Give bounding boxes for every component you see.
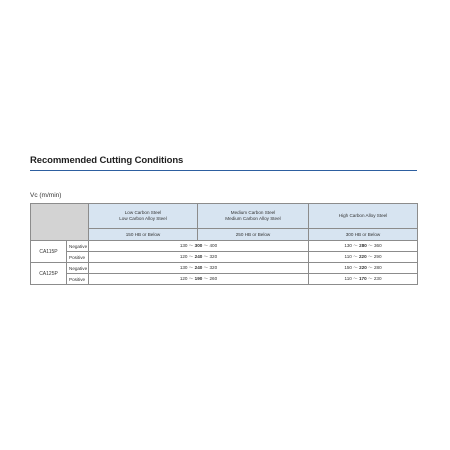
speed-range-high xyxy=(309,241,418,252)
speed-range-low-medium xyxy=(89,241,309,252)
column-header-low-carbon xyxy=(89,204,198,229)
speed-min: 110 xyxy=(344,276,352,281)
speed-range-high xyxy=(309,274,418,285)
table-row xyxy=(31,241,418,252)
hardness-high-carbon: 300 HB or Below xyxy=(309,229,418,241)
speed-max: 230 xyxy=(373,276,382,281)
speed-recommended: 240 xyxy=(194,265,203,270)
cutting-conditions-table xyxy=(30,203,418,285)
speed-range-low-medium xyxy=(89,274,309,285)
table-row xyxy=(31,252,418,263)
speed-recommended: 190 xyxy=(194,276,203,281)
speed-recommended: 300 xyxy=(194,243,203,248)
speed-min: 120 xyxy=(179,254,188,259)
range-separator: ～ xyxy=(188,254,194,259)
range-separator: ～ xyxy=(203,243,209,248)
speed-recommended: 240 xyxy=(194,254,203,259)
range-separator: ～ xyxy=(367,276,373,281)
column-header-line: Low Carbon Alloy Steel xyxy=(119,216,167,221)
column-header-line: Medium Carbon Steel xyxy=(230,209,276,215)
table-row xyxy=(31,274,418,285)
range-separator: ～ xyxy=(188,276,194,281)
speed-max: 280 xyxy=(374,265,382,270)
hardness-medium-carbon: 250 HB or Below xyxy=(198,229,309,241)
range-separator: ～ xyxy=(353,265,358,270)
speed-recommended: 220 xyxy=(359,265,367,270)
column-header-line: Low Carbon Steel xyxy=(124,209,162,215)
row-type-label: Positive xyxy=(67,274,89,285)
row-type-label: Negative xyxy=(67,263,89,274)
column-header-high-carbon xyxy=(309,204,418,229)
section-title: Recommended Cutting Conditions xyxy=(30,155,184,166)
speed-max: 360 xyxy=(374,243,382,248)
speed-range-low-medium xyxy=(89,252,309,263)
speed-max: 320 xyxy=(209,254,218,259)
speed-recommended: 220 xyxy=(358,254,367,259)
range-separator: ～ xyxy=(367,254,373,259)
speed-recommended: 170 xyxy=(358,276,367,281)
speed-max: 320 xyxy=(209,265,218,270)
speed-min: 130 xyxy=(179,265,188,270)
grade-label: CA125P xyxy=(31,263,67,285)
range-separator: ～ xyxy=(188,265,194,270)
speed-max: 260 xyxy=(209,276,218,281)
speed-recommended: 280 xyxy=(359,243,367,248)
speed-max: 400 xyxy=(209,243,218,248)
table-row xyxy=(31,263,418,274)
range-separator: ～ xyxy=(203,276,209,281)
range-separator: ～ xyxy=(188,243,194,248)
range-separator: ～ xyxy=(203,254,209,259)
range-separator: ～ xyxy=(368,243,373,248)
vc-unit-label: Vc (m/min) xyxy=(30,192,62,199)
range-separator: ～ xyxy=(203,265,209,270)
column-header-medium-carbon xyxy=(198,204,309,229)
grade-label: CA115P xyxy=(31,241,67,263)
range-separator: ～ xyxy=(353,276,358,281)
row-type-label: Negative xyxy=(67,241,89,252)
speed-range-high xyxy=(309,263,418,274)
speed-min: 120 xyxy=(179,276,188,281)
speed-max: 290 xyxy=(373,254,382,259)
range-separator: ～ xyxy=(353,254,358,259)
row-type-label: Positive xyxy=(67,252,89,263)
speed-range-high xyxy=(309,252,418,263)
speed-min: 130 xyxy=(344,243,352,248)
range-separator: ～ xyxy=(368,265,373,270)
table-corner-cell xyxy=(31,204,89,241)
speed-range-low-medium xyxy=(89,263,309,274)
column-header-line: High Carbon Alloy Steel xyxy=(338,212,388,218)
hardness-low-carbon: 150 HB or Below xyxy=(89,229,198,241)
column-header-line: Medium Carbon Alloy Steel xyxy=(225,216,281,221)
speed-min: 130 xyxy=(179,243,188,248)
speed-min: 150 xyxy=(344,265,352,270)
speed-min: 110 xyxy=(344,254,352,259)
title-underline xyxy=(30,170,417,171)
range-separator: ～ xyxy=(353,243,358,248)
